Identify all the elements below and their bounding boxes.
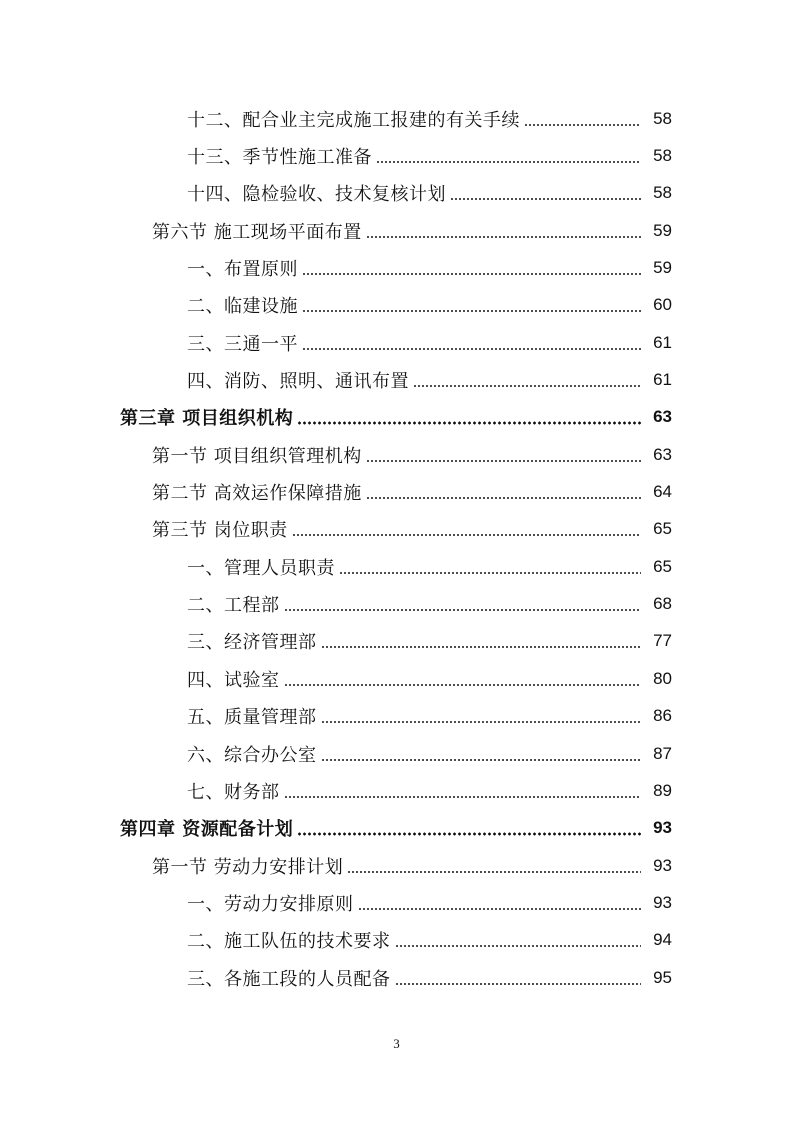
toc-dot-leader [292, 533, 641, 537]
toc-section-entry[interactable] [0, 473, 793, 510]
toc-entry-title: 二、施工队伍的技术要求 [187, 931, 391, 953]
toc-subsection-entry[interactable] [0, 698, 793, 735]
toc-entry-page: 95 [653, 967, 672, 987]
table-of-contents [0, 100, 793, 996]
toc-dot-leader [302, 347, 641, 351]
toc-entry-title: 五、质量管理部 [187, 707, 317, 729]
toc-dot-leader [321, 720, 642, 724]
toc-entry-title: 第二节 高效运作保障措施 [152, 483, 362, 505]
toc-entry-page: 93 [653, 892, 672, 912]
toc-dot-leader [347, 870, 641, 874]
toc-entry-title: 一、布置原则 [187, 259, 298, 281]
toc-dot-leader [339, 571, 641, 575]
toc-entry-title: 第一节 项目组织管理机构 [152, 445, 362, 467]
toc-entry-page: 60 [653, 295, 672, 315]
toc-dot-leader [321, 758, 642, 762]
toc-entry-title: 十三、季节性施工准备 [187, 147, 372, 169]
toc-dot-leader [450, 197, 641, 201]
toc-dot-leader [395, 944, 642, 948]
toc-entry-page: 68 [653, 594, 672, 614]
toc-entry-page: 59 [653, 220, 672, 240]
toc-section-entry[interactable] [0, 511, 793, 548]
toc-entry-page: 65 [653, 519, 672, 539]
page-number: 3 [393, 1036, 400, 1051]
toc-dot-leader [284, 795, 642, 799]
toc-dot-leader [302, 272, 641, 276]
toc-subsection-entry[interactable] [0, 735, 793, 772]
toc-entry-title: 第六节 施工现场平面布置 [152, 221, 362, 243]
toc-dot-leader [413, 384, 641, 388]
toc-entry-title: 一、劳动力安排原则 [187, 893, 354, 915]
toc-dot-leader [297, 832, 641, 836]
toc-subsection-entry[interactable] [0, 959, 793, 996]
toc-chapter-entry[interactable] [0, 810, 793, 847]
toc-subsection-entry[interactable] [0, 884, 793, 921]
toc-entry-page: 63 [653, 444, 672, 464]
toc-entry-title: 第四章 资源配备计划 [120, 819, 294, 841]
toc-dot-leader [376, 160, 641, 164]
toc-entry-title: 二、临建设施 [187, 296, 298, 318]
toc-subsection-entry[interactable] [0, 585, 793, 622]
toc-entry-title: 十四、隐检验收、技术复核计划 [187, 184, 446, 206]
toc-entry-title: 四、试验室 [187, 669, 280, 691]
toc-entry-title: 七、财务部 [187, 781, 280, 803]
toc-entry-title: 第一节 劳动力安排计划 [152, 856, 344, 878]
toc-entry-page: 86 [653, 706, 672, 726]
toc-dot-leader [395, 982, 642, 986]
toc-subsection-entry[interactable] [0, 660, 793, 697]
toc-entry-page: 87 [653, 743, 672, 763]
toc-subsection-entry[interactable] [0, 137, 793, 174]
toc-section-entry[interactable] [0, 212, 793, 249]
toc-entry-page: 89 [653, 780, 672, 800]
toc-subsection-entry[interactable] [0, 623, 793, 660]
toc-subsection-entry[interactable] [0, 249, 793, 286]
toc-dot-leader [366, 459, 641, 463]
toc-entry-page: 63 [653, 407, 672, 427]
toc-entry-title: 十二、配合业主完成施工报建的有关手续 [187, 109, 520, 131]
toc-entry-page: 58 [653, 183, 672, 203]
toc-subsection-entry[interactable] [0, 287, 793, 324]
toc-entry-title: 六、综合办公室 [187, 744, 317, 766]
toc-entry-title: 三、各施工段的人员配备 [187, 968, 391, 990]
toc-entry-page: 65 [653, 556, 672, 576]
toc-entry-page: 64 [653, 482, 672, 502]
toc-section-entry[interactable] [0, 436, 793, 473]
toc-entry-page: 58 [653, 146, 672, 166]
toc-subsection-entry[interactable] [0, 100, 793, 137]
toc-subsection-entry[interactable] [0, 175, 793, 212]
toc-dot-leader [366, 496, 641, 500]
toc-dot-leader [284, 608, 642, 612]
toc-entry-page: 59 [653, 258, 672, 278]
toc-subsection-entry[interactable] [0, 548, 793, 585]
toc-entry-title: 四、消防、照明、通讯布置 [187, 371, 409, 393]
toc-subsection-entry[interactable] [0, 772, 793, 809]
toc-subsection-entry[interactable] [0, 324, 793, 361]
toc-entry-page: 94 [653, 930, 672, 950]
toc-entry-title: 三、经济管理部 [187, 632, 317, 654]
toc-entry-page: 61 [653, 332, 672, 352]
toc-entry-title: 二、工程部 [187, 595, 280, 617]
toc-dot-leader [302, 309, 641, 313]
toc-dot-leader [284, 683, 642, 687]
toc-entry-page: 93 [653, 818, 672, 838]
toc-dot-leader [524, 123, 641, 127]
toc-dot-leader [366, 235, 641, 239]
toc-dot-leader [297, 421, 641, 425]
toc-entry-title: 第三节 岗位职责 [152, 520, 288, 542]
toc-entry-title: 一、管理人员职责 [187, 557, 335, 579]
toc-entry-page: 93 [653, 855, 672, 875]
toc-chapter-entry[interactable] [0, 399, 793, 436]
toc-entry-title: 三、三通一平 [187, 333, 298, 355]
toc-dot-leader [321, 645, 642, 649]
toc-entry-page: 77 [653, 631, 672, 651]
toc-entry-page: 58 [653, 108, 672, 128]
toc-subsection-entry[interactable] [0, 361, 793, 398]
toc-entry-page: 61 [653, 370, 672, 390]
toc-section-entry[interactable] [0, 847, 793, 884]
toc-entry-title: 第三章 项目组织机构 [120, 408, 294, 430]
toc-subsection-entry[interactable] [0, 922, 793, 959]
toc-dot-leader [358, 907, 642, 911]
toc-entry-page: 80 [653, 668, 672, 688]
